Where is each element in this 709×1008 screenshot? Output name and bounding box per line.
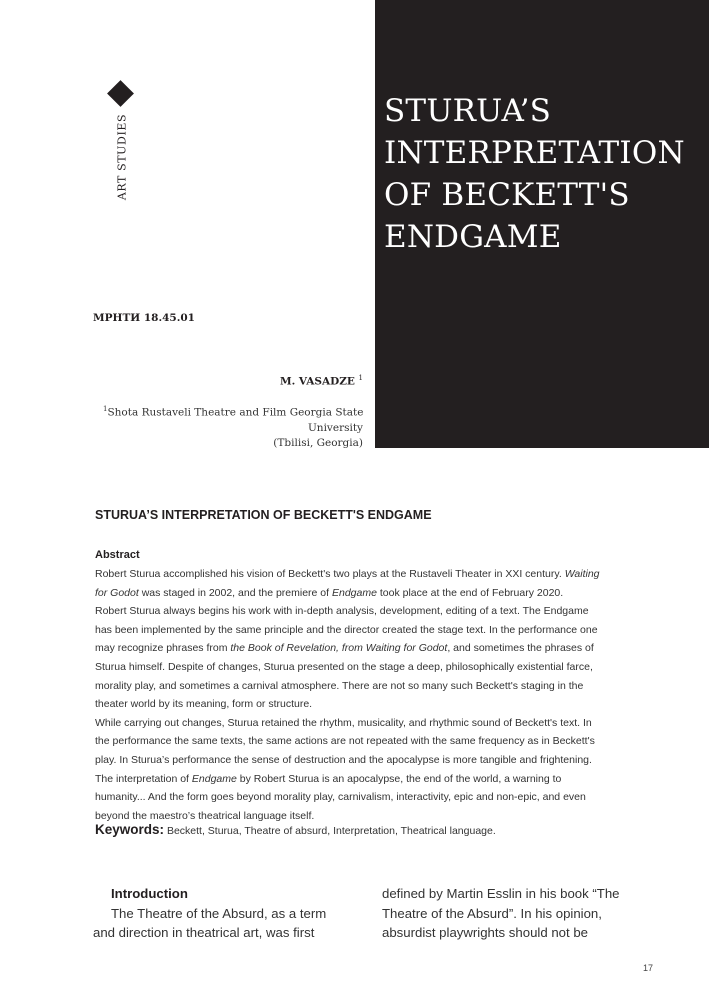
body-column-right — [382, 884, 662, 943]
introduction-heading: Introduction — [111, 886, 188, 901]
abstract-heading: Abstract — [95, 549, 140, 561]
author-name-text: M. VASADZE — [279, 375, 355, 388]
affiliation-mark: 1 — [103, 405, 108, 413]
abstract-text-run: , and sometimes the phrases of — [447, 642, 594, 655]
abstract-text-run: The interpretation of — [95, 772, 192, 785]
abstract-line — [95, 732, 660, 751]
italic-text: Waiting — [564, 568, 600, 580]
abstract-text-run: may recognize phrases from — [95, 642, 231, 655]
keywords-label: Keywords: — [95, 822, 165, 837]
diamond-icon — [107, 80, 134, 107]
title-line: INTERPRETATION — [384, 135, 685, 171]
page-title — [384, 90, 704, 258]
keywords — [95, 822, 496, 837]
affiliation-line: (Tbilisi, Georgia) — [273, 436, 363, 449]
page-number: 17 — [643, 963, 654, 973]
abstract-text-run: was staged in 2002, and the premiere of — [138, 586, 332, 599]
author-name — [280, 374, 363, 388]
abstract-line — [95, 677, 660, 696]
abstract-text-run: Robert Sturua accomplished his vision of Beckett's two plays at the Rustaveli Theater in XXI century. — [95, 568, 565, 580]
abstract-text-run: humanity... And the form goes beyond morality play, carnivalism, interactivity, epic and non-epic, and even — [95, 791, 586, 804]
abstract-text-run: the performance the same texts, the same actions are not repeated with the same frequency as in Beckett's — [95, 735, 595, 748]
abstract-line — [95, 695, 660, 714]
abstract-line — [95, 621, 660, 640]
abstract-text-run: theater world by its meaning, form or structure. — [95, 698, 313, 711]
abstract-line — [95, 658, 660, 677]
author-affiliation — [103, 402, 363, 451]
abstract-text-run: Robert Sturua always begins his work with in-depth analysis, development, editing of a text. The Endgame — [95, 605, 589, 618]
title-line: STURUA’S — [384, 93, 552, 129]
abstract-text-run: morality play, and sometimes a carnival atmosphere. There are not so many such Beckett's staging in the — [95, 679, 584, 692]
abstract-line — [95, 565, 660, 584]
italic-text: for Godot — [95, 586, 139, 599]
italic-text: Endgame — [191, 772, 237, 785]
affiliation-line: University — [307, 421, 363, 434]
abstract-text-run: Sturua himself. Despite of changes, Sturua presented on the stage a deep, philosophically existential farce, — [95, 660, 593, 673]
abstract-text-run: play. In Sturua’s performance the sense of destruction and the apocalypse is more tangible and frightening. — [95, 753, 592, 766]
italic-text: the Book of Revelation, from Waiting for Godot — [230, 642, 448, 655]
abstract-text — [95, 565, 660, 825]
abstract-text-run: While carrying out changes, Sturua retained the rhythm, musicality, and rhythmic sound of Beckett's text. In — [95, 716, 592, 729]
abstract-text-run: took place at the end of February 2020. — [376, 586, 564, 599]
body-line: Theatre of the Absurd”. In his opinion, — [382, 905, 602, 921]
abstract-line — [95, 639, 660, 658]
abstract-line — [95, 770, 660, 789]
abstract-text-run: has been implemented by the same principle and the director created the stage text. In the performance one — [95, 623, 598, 636]
abstract-line — [95, 788, 660, 807]
section-label: ART STUDIES — [115, 113, 129, 201]
keywords-list: Beckett, Sturua, Theatre of absurd, Interpretation, Theatrical language. — [164, 825, 496, 837]
title-line: ENDGAME — [384, 219, 562, 255]
author-superscript: 1 — [358, 374, 363, 382]
mrnti-code: МРНТИ 18.45.01 — [93, 312, 195, 324]
body-line: absurdist playwrights should not be — [382, 925, 588, 940]
body-line: The Theatre of the Absurd, as a term — [111, 905, 327, 921]
abstract-text-run: beyond the maestro’s theatrical language itself. — [95, 809, 315, 822]
abstract-line — [95, 602, 660, 621]
body-line: and direction in theatrical art, was first — [93, 925, 315, 940]
abstract-line — [95, 751, 660, 770]
abstract-text-run: by Robert Sturua is an apocalypse, the end of the world, a warning to — [236, 772, 562, 785]
title-line: OF BECKETT'S — [384, 177, 630, 213]
affiliation-line: $^1$Shota Rustaveli Theatre and Film Georgia State — [103, 405, 364, 419]
italic-text: Endgame — [332, 586, 377, 599]
article-title: STURUA’S INTERPRETATION OF BECKETT'S ENDGAME — [95, 508, 432, 522]
abstract-line — [95, 584, 660, 603]
body-column-left — [93, 884, 353, 943]
body-line: defined by Martin Esslin in his book “The — [382, 886, 620, 901]
abstract-line — [95, 714, 660, 733]
